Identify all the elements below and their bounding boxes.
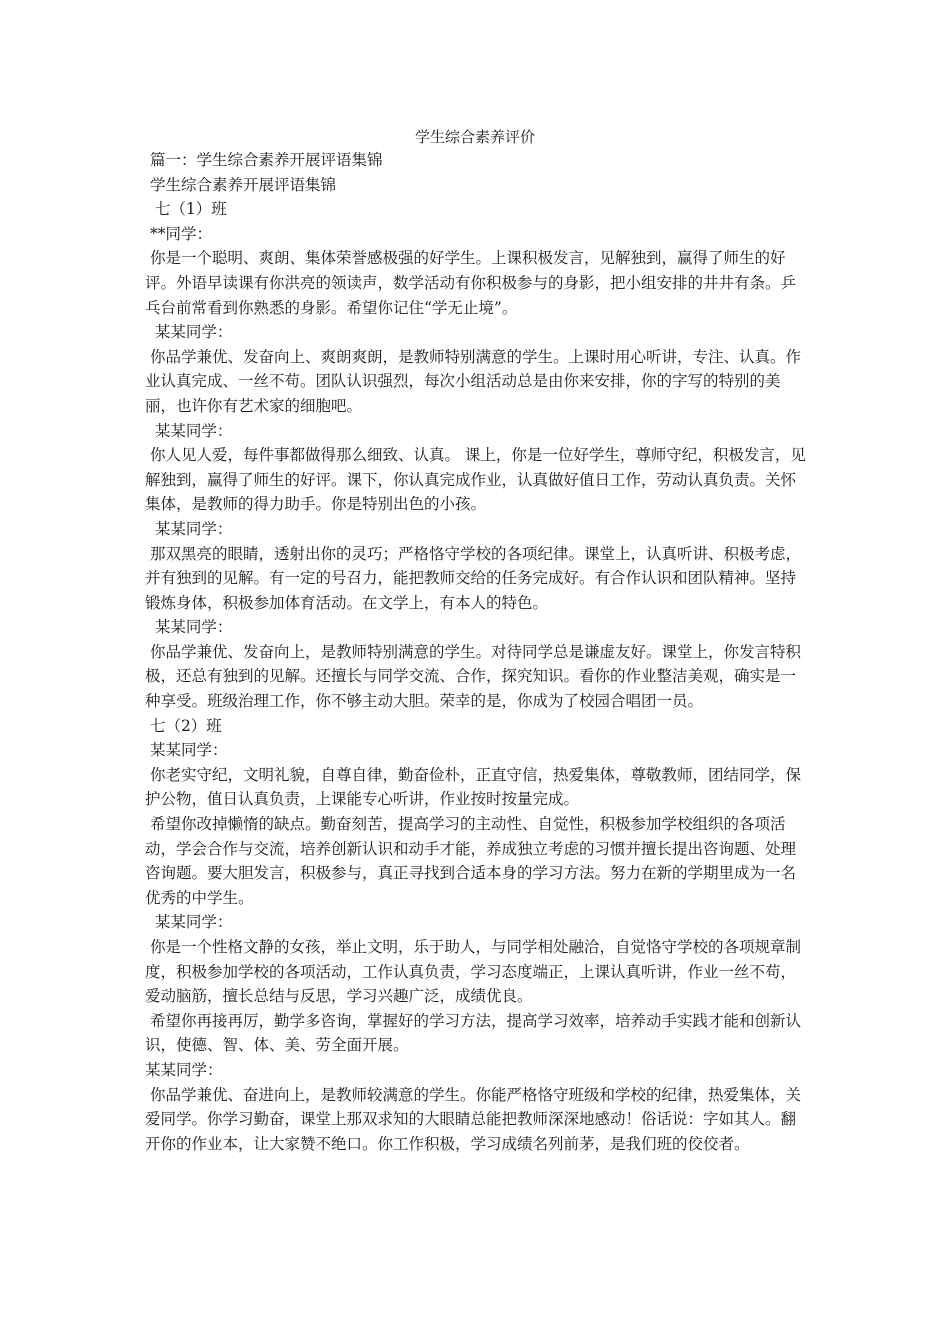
- paragraph: 你品学兼优、奋进向上，是教师较满意的学生。你能严格恪守班级和学校的纪律，热爱集体，关爱同学。你学习勤奋，课堂上那双求知的大眼睛总能把教师深深地感动！俗话说：字如其人。翻开你的作业本，让大家赞不绝口。你工作积极，学习成绩名列前茅，是我们班的佼佼者。: [145, 1085, 801, 1153]
- paragraph: 你品学兼优、发奋向上，是教师特别满意的学生。对待同学总是谦虚友好。课堂上，你发言特积极，还总有独到的见解。还擅长与同学交流、合作，探究知识。看你的作业整洁美观，确实是一种享受。班级治理工作，你不够主动大胆。荣幸的是，你成为了校园合唱团一员。: [145, 642, 801, 711]
- paragraph: 学生综合素养开展评语集锦: [145, 175, 336, 194]
- paragraph: **同学：: [145, 224, 212, 243]
- paragraph: 你是一个聪明、爽朗、集体荣誉感极强的好学生。上课积极发言，见解独到，赢得了师生的好评。外语早读课有你洪亮的领读声，数学活动有你积极参与的身影，把小组安排的井井有条。乒乓台前常看到你熟悉的身影。希望你记住“学无止境”。: [145, 249, 797, 317]
- paragraph: 某某同学：: [145, 421, 233, 440]
- paragraph: 那双黑亮的眼睛，透射出你的灵巧；严格恪守学校的各项纪律。课堂上，认真听讲、积极考虑，并有独到的见解。有一定的号召力，能把教师交给的任务完成好。有合作认识和团队精神。坚持锻炼身体，积极参加体育活动。在文学上，有本人的特色。: [145, 544, 801, 612]
- paragraph: 你老实守纪，文明礼貌，自尊自律，勤奋俭朴，正直守信，热爱集体，尊敬教师，团结同学，保护公物，值日认真负责，上课能专心听讲，作业按时按量完成。: [145, 765, 801, 809]
- paragraph: 你品学兼优、发奋向上、爽朗爽朗，是教师特别满意的学生。上课时用心听讲，专注、认真。作业认真完成、一丝不苟。团队认识强烈，每次小组活动总是由你来安排，你的字写的特别的美丽，也许你有艺术家的细胞吧。: [145, 347, 801, 415]
- paragraph: 某某同学：: [145, 1060, 223, 1079]
- document-body: [145, 148, 810, 1156]
- paragraph: 某某同学：: [145, 323, 233, 342]
- paragraph: 某某同学：: [145, 519, 233, 538]
- paragraph: 篇一：学生综合素养开展评语集锦: [145, 151, 383, 169]
- paragraph: 你人见人爱，每件事都做得那么细致、认真。 课上，你是一位好学生，尊师守纪，积极发言，见解独到，赢得了师生的好评。课下，你认真完成作业，认真做好值日工作，劳动认真负责。关怀集体，是教师的得力助手。你是特别出色的小孩。: [145, 446, 806, 514]
- paragraph: 七（1）班: [145, 200, 227, 219]
- paragraph: 某某同学：: [145, 913, 233, 932]
- paragraph: 某某同学：: [145, 741, 228, 760]
- paragraph: 希望你再接再厉，勤学多咨询，掌握好的学习方法，提高学习效率，培养动手实践才能和创新认识，使德、智、体、美、劳全面开展。: [145, 1011, 801, 1055]
- paragraph: 你是一个性格文静的女孩，举止文明，乐于助人，与同学相处融洽，自觉恪守学校的各项规章制度，积极参加学校的各项活动，工作认真负责，学习态度端正，上课认真听讲，作业一丝不苟，爱动脑筋，擅长总结与反思，学习兴趣广泛，成绩优良。: [145, 938, 801, 1006]
- document-title: 学生综合素养评价: [414, 128, 535, 146]
- paragraph: 某某同学：: [145, 618, 233, 637]
- paragraph: 希望你改掉懒惰的缺点。勤奋刻苦，提高学习的主动性、自觉性，积极参加学校组织的各项活动，学会合作与交流，培养创新认识和动手才能，养成独立考虑的习惯并擅长提出咨询题、处理咨询题。要大胆发言，积极参与，真正寻找到合适本身的学习方法。努力在新的学期里成为一名优秀的中学生。: [145, 815, 797, 907]
- paragraph: 七（2）班: [145, 716, 222, 735]
